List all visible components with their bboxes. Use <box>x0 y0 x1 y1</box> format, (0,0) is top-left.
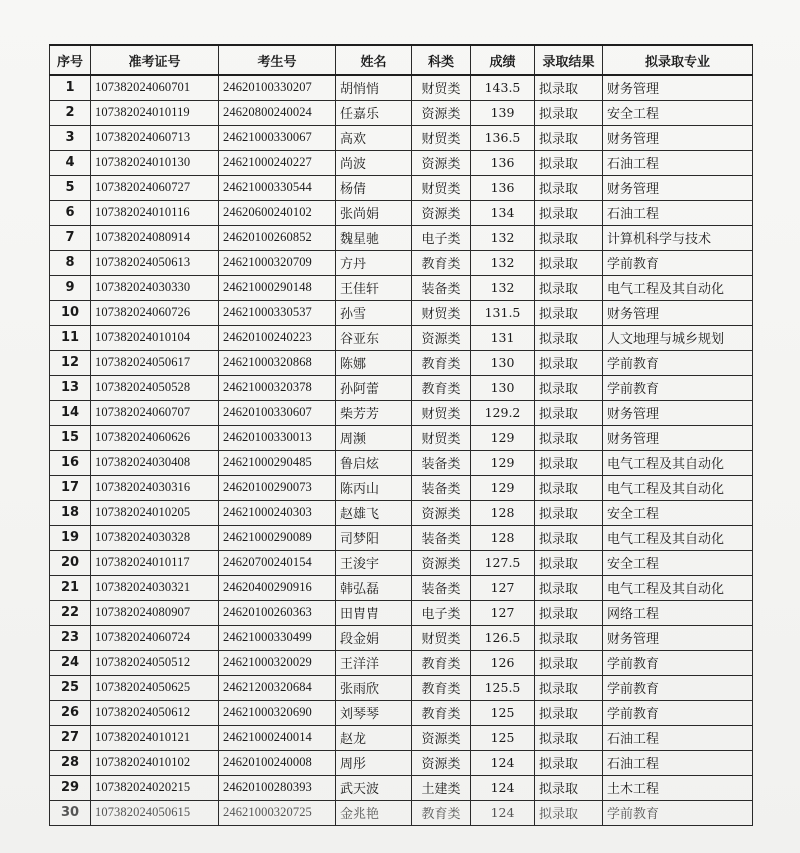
cell-candidate-number: 24620100280393 <box>219 775 336 800</box>
table-row <box>50 150 753 175</box>
cell-result: 拟录取 <box>535 700 603 725</box>
cell-name: 柴芳芳 <box>336 400 412 425</box>
header-seq: 序号 <box>50 45 91 75</box>
cell-major: 学前教育 <box>603 375 753 400</box>
cell-result: 拟录取 <box>535 800 603 825</box>
cell-name: 周彤 <box>336 750 412 775</box>
cell-score: 127 <box>471 600 535 625</box>
header-admission-number: 准考证号 <box>91 45 219 75</box>
cell-score: 130 <box>471 375 535 400</box>
table-row <box>50 325 753 350</box>
cell-major: 电气工程及其自动化 <box>603 450 753 475</box>
cell-score: 128 <box>471 525 535 550</box>
cell-name: 王浚宇 <box>336 550 412 575</box>
header-major: 拟录取专业 <box>603 45 753 75</box>
cell-admission-number: 107382024060713 <box>91 125 219 150</box>
table-row <box>50 475 753 500</box>
table-row <box>50 175 753 200</box>
cell-seq: 27 <box>50 725 91 750</box>
cell-candidate-number: 24620700240154 <box>219 550 336 575</box>
cell-admission-number: 107382024050512 <box>91 650 219 675</box>
cell-major: 电气工程及其自动化 <box>603 525 753 550</box>
cell-result: 拟录取 <box>535 575 603 600</box>
cell-result: 拟录取 <box>535 150 603 175</box>
table-row <box>50 225 753 250</box>
cell-candidate-number: 24620100240223 <box>219 325 336 350</box>
cell-candidate-number: 24621000330499 <box>219 625 336 650</box>
cell-admission-number: 107382024030330 <box>91 275 219 300</box>
cell-major: 财务管理 <box>603 175 753 200</box>
table-row <box>50 300 753 325</box>
header-candidate-number: 考生号 <box>219 45 336 75</box>
cell-subject: 装备类 <box>412 475 471 500</box>
cell-score: 128 <box>471 500 535 525</box>
cell-score: 130 <box>471 350 535 375</box>
cell-major: 石油工程 <box>603 200 753 225</box>
cell-result: 拟录取 <box>535 775 603 800</box>
cell-admission-number: 107382024010116 <box>91 200 219 225</box>
cell-score: 136 <box>471 175 535 200</box>
cell-admission-number: 107382024030321 <box>91 575 219 600</box>
cell-seq: 23 <box>50 625 91 650</box>
cell-score: 131 <box>471 325 535 350</box>
cell-candidate-number: 24621000320709 <box>219 250 336 275</box>
cell-seq: 5 <box>50 175 91 200</box>
cell-admission-number: 107382024060724 <box>91 625 219 650</box>
cell-major: 学前教育 <box>603 650 753 675</box>
cell-candidate-number: 24620100330607 <box>219 400 336 425</box>
cell-major: 土木工程 <box>603 775 753 800</box>
cell-admission-number: 107382024060701 <box>91 75 219 100</box>
cell-result: 拟录取 <box>535 375 603 400</box>
table-row <box>50 400 753 425</box>
cell-score: 126.5 <box>471 625 535 650</box>
cell-result: 拟录取 <box>535 250 603 275</box>
cell-admission-number: 107382024010130 <box>91 150 219 175</box>
cell-score: 124 <box>471 750 535 775</box>
cell-score: 132 <box>471 250 535 275</box>
table-row <box>50 675 753 700</box>
cell-seq: 20 <box>50 550 91 575</box>
cell-result: 拟录取 <box>535 650 603 675</box>
cell-major: 安全工程 <box>603 500 753 525</box>
cell-admission-number: 107382024060726 <box>91 300 219 325</box>
cell-seq: 28 <box>50 750 91 775</box>
cell-seq: 30 <box>50 800 91 825</box>
cell-major: 财务管理 <box>603 400 753 425</box>
table-row <box>50 375 753 400</box>
cell-name: 段金娟 <box>336 625 412 650</box>
table-row <box>50 75 753 100</box>
cell-admission-number: 107382024060727 <box>91 175 219 200</box>
cell-name: 胡悄悄 <box>336 75 412 100</box>
cell-subject: 资源类 <box>412 550 471 575</box>
cell-score: 127.5 <box>471 550 535 575</box>
cell-major: 石油工程 <box>603 150 753 175</box>
cell-major: 电气工程及其自动化 <box>603 575 753 600</box>
cell-admission-number: 107382024080914 <box>91 225 219 250</box>
cell-score: 125 <box>471 725 535 750</box>
cell-score: 129.2 <box>471 400 535 425</box>
cell-name: 王洋洋 <box>336 650 412 675</box>
cell-candidate-number: 24621000330544 <box>219 175 336 200</box>
cell-major: 安全工程 <box>603 550 753 575</box>
table-row <box>50 625 753 650</box>
cell-result: 拟录取 <box>535 425 603 450</box>
cell-name: 尚波 <box>336 150 412 175</box>
table-row <box>50 800 753 825</box>
cell-subject: 电子类 <box>412 225 471 250</box>
cell-score: 126 <box>471 650 535 675</box>
table-row <box>50 575 753 600</box>
cell-result: 拟录取 <box>535 600 603 625</box>
cell-subject: 财贸类 <box>412 425 471 450</box>
cell-admission-number: 107382024050617 <box>91 350 219 375</box>
cell-result: 拟录取 <box>535 625 603 650</box>
header-score: 成绩 <box>471 45 535 75</box>
cell-score: 124 <box>471 800 535 825</box>
cell-candidate-number: 24620800240024 <box>219 100 336 125</box>
table-row <box>50 775 753 800</box>
table-body <box>50 75 753 825</box>
cell-subject: 财贸类 <box>412 125 471 150</box>
cell-subject: 财贸类 <box>412 75 471 100</box>
table-row <box>50 725 753 750</box>
cell-score: 124 <box>471 775 535 800</box>
cell-result: 拟录取 <box>535 300 603 325</box>
cell-score: 131.5 <box>471 300 535 325</box>
cell-name: 陈丙山 <box>336 475 412 500</box>
cell-name: 张雨欣 <box>336 675 412 700</box>
cell-result: 拟录取 <box>535 500 603 525</box>
cell-major: 学前教育 <box>603 675 753 700</box>
cell-result: 拟录取 <box>535 200 603 225</box>
cell-name: 王佳轩 <box>336 275 412 300</box>
cell-result: 拟录取 <box>535 175 603 200</box>
cell-candidate-number: 24620100260363 <box>219 600 336 625</box>
cell-major: 网络工程 <box>603 600 753 625</box>
cell-major: 计算机科学与技术 <box>603 225 753 250</box>
cell-major: 财务管理 <box>603 425 753 450</box>
cell-major: 学前教育 <box>603 700 753 725</box>
cell-seq: 12 <box>50 350 91 375</box>
cell-admission-number: 107382024060707 <box>91 400 219 425</box>
table-header-row <box>50 45 753 75</box>
cell-name: 杨倩 <box>336 175 412 200</box>
table-row <box>50 350 753 375</box>
cell-result: 拟录取 <box>535 100 603 125</box>
cell-score: 125.5 <box>471 675 535 700</box>
cell-candidate-number: 24621000320725 <box>219 800 336 825</box>
cell-major: 石油工程 <box>603 725 753 750</box>
table-row <box>50 550 753 575</box>
cell-result: 拟录取 <box>535 475 603 500</box>
cell-candidate-number: 24620100260852 <box>219 225 336 250</box>
table-row <box>50 500 753 525</box>
cell-admission-number: 107382024010121 <box>91 725 219 750</box>
cell-name: 高欢 <box>336 125 412 150</box>
table-row <box>50 100 753 125</box>
cell-major: 电气工程及其自动化 <box>603 275 753 300</box>
cell-seq: 14 <box>50 400 91 425</box>
cell-major: 财务管理 <box>603 300 753 325</box>
cell-candidate-number: 24621000290089 <box>219 525 336 550</box>
cell-result: 拟录取 <box>535 400 603 425</box>
cell-seq: 2 <box>50 100 91 125</box>
cell-score: 127 <box>471 575 535 600</box>
cell-name: 刘琴琴 <box>336 700 412 725</box>
cell-candidate-number: 24621000330537 <box>219 300 336 325</box>
cell-admission-number: 107382024030316 <box>91 475 219 500</box>
cell-score: 129 <box>471 450 535 475</box>
cell-score: 143.5 <box>471 75 535 100</box>
header-result: 录取结果 <box>535 45 603 75</box>
cell-name: 金兆艳 <box>336 800 412 825</box>
cell-seq: 17 <box>50 475 91 500</box>
cell-score: 129 <box>471 425 535 450</box>
cell-seq: 1 <box>50 75 91 100</box>
cell-seq: 19 <box>50 525 91 550</box>
cell-seq: 13 <box>50 375 91 400</box>
cell-seq: 3 <box>50 125 91 150</box>
cell-subject: 财贸类 <box>412 300 471 325</box>
cell-subject: 教育类 <box>412 675 471 700</box>
cell-major: 石油工程 <box>603 750 753 775</box>
cell-seq: 11 <box>50 325 91 350</box>
table-row <box>50 275 753 300</box>
cell-name: 魏星驰 <box>336 225 412 250</box>
cell-subject: 土建类 <box>412 775 471 800</box>
cell-seq: 4 <box>50 150 91 175</box>
table-row <box>50 750 753 775</box>
cell-candidate-number: 24621000290148 <box>219 275 336 300</box>
table-row <box>50 525 753 550</box>
cell-candidate-number: 24621000320029 <box>219 650 336 675</box>
cell-admission-number: 107382024010104 <box>91 325 219 350</box>
cell-major: 学前教育 <box>603 350 753 375</box>
cell-admission-number: 107382024050615 <box>91 800 219 825</box>
cell-result: 拟录取 <box>535 125 603 150</box>
cell-candidate-number: 24620100290073 <box>219 475 336 500</box>
cell-major: 学前教育 <box>603 250 753 275</box>
cell-result: 拟录取 <box>535 525 603 550</box>
cell-seq: 22 <box>50 600 91 625</box>
cell-subject: 财贸类 <box>412 175 471 200</box>
cell-subject: 资源类 <box>412 725 471 750</box>
cell-admission-number: 107382024050528 <box>91 375 219 400</box>
cell-seq: 8 <box>50 250 91 275</box>
cell-subject: 教育类 <box>412 375 471 400</box>
cell-subject: 教育类 <box>412 650 471 675</box>
cell-result: 拟录取 <box>535 275 603 300</box>
cell-score: 125 <box>471 700 535 725</box>
cell-admission-number: 107382024050613 <box>91 250 219 275</box>
cell-result: 拟录取 <box>535 675 603 700</box>
cell-seq: 21 <box>50 575 91 600</box>
cell-admission-number: 107382024010117 <box>91 550 219 575</box>
cell-name: 张尚娟 <box>336 200 412 225</box>
cell-subject: 教育类 <box>412 250 471 275</box>
cell-subject: 装备类 <box>412 450 471 475</box>
cell-name: 鲁启炫 <box>336 450 412 475</box>
cell-score: 136.5 <box>471 125 535 150</box>
cell-major: 人文地理与城乡规划 <box>603 325 753 350</box>
cell-name: 陈娜 <box>336 350 412 375</box>
cell-subject: 教育类 <box>412 800 471 825</box>
cell-admission-number: 107382024010102 <box>91 750 219 775</box>
cell-name: 周濒 <box>336 425 412 450</box>
cell-subject: 教育类 <box>412 700 471 725</box>
table-row <box>50 200 753 225</box>
cell-name: 赵龙 <box>336 725 412 750</box>
cell-seq: 16 <box>50 450 91 475</box>
table-row <box>50 125 753 150</box>
cell-subject: 装备类 <box>412 525 471 550</box>
cell-candidate-number: 24620100330207 <box>219 75 336 100</box>
cell-subject: 资源类 <box>412 200 471 225</box>
cell-candidate-number: 24621200320684 <box>219 675 336 700</box>
cell-major: 财务管理 <box>603 75 753 100</box>
cell-candidate-number: 24621000240303 <box>219 500 336 525</box>
cell-score: 136 <box>471 150 535 175</box>
table-row <box>50 650 753 675</box>
cell-major: 财务管理 <box>603 625 753 650</box>
cell-seq: 9 <box>50 275 91 300</box>
cell-admission-number: 107382024020215 <box>91 775 219 800</box>
cell-subject: 资源类 <box>412 100 471 125</box>
cell-candidate-number: 24621000320868 <box>219 350 336 375</box>
cell-candidate-number: 24621000290485 <box>219 450 336 475</box>
table-row <box>50 600 753 625</box>
cell-seq: 18 <box>50 500 91 525</box>
cell-candidate-number: 24620600240102 <box>219 200 336 225</box>
cell-name: 田胄胄 <box>336 600 412 625</box>
cell-major: 学前教育 <box>603 800 753 825</box>
cell-seq: 15 <box>50 425 91 450</box>
cell-admission-number: 107382024030408 <box>91 450 219 475</box>
cell-score: 132 <box>471 275 535 300</box>
cell-score: 134 <box>471 200 535 225</box>
cell-candidate-number: 24620100330013 <box>219 425 336 450</box>
table-row <box>50 700 753 725</box>
cell-admission-number: 107382024010119 <box>91 100 219 125</box>
cell-name: 司梦阳 <box>336 525 412 550</box>
cell-seq: 25 <box>50 675 91 700</box>
cell-major: 电气工程及其自动化 <box>603 475 753 500</box>
cell-score: 132 <box>471 225 535 250</box>
table-row <box>50 250 753 275</box>
cell-admission-number: 107382024030328 <box>91 525 219 550</box>
cell-admission-number: 107382024080907 <box>91 600 219 625</box>
cell-score: 129 <box>471 475 535 500</box>
cell-name: 赵雄飞 <box>336 500 412 525</box>
cell-subject: 财贸类 <box>412 625 471 650</box>
header-subject: 科类 <box>412 45 471 75</box>
cell-subject: 资源类 <box>412 325 471 350</box>
cell-result: 拟录取 <box>535 750 603 775</box>
table-row <box>50 450 753 475</box>
cell-subject: 资源类 <box>412 500 471 525</box>
cell-major: 安全工程 <box>603 100 753 125</box>
cell-result: 拟录取 <box>535 225 603 250</box>
cell-subject: 财贸类 <box>412 400 471 425</box>
cell-name: 方丹 <box>336 250 412 275</box>
cell-name: 谷亚东 <box>336 325 412 350</box>
cell-name: 任嘉乐 <box>336 100 412 125</box>
cell-result: 拟录取 <box>535 325 603 350</box>
cell-result: 拟录取 <box>535 350 603 375</box>
cell-result: 拟录取 <box>535 75 603 100</box>
cell-result: 拟录取 <box>535 450 603 475</box>
cell-name: 韩弘磊 <box>336 575 412 600</box>
header-name: 姓名 <box>336 45 412 75</box>
cell-candidate-number: 24621000240014 <box>219 725 336 750</box>
cell-seq: 26 <box>50 700 91 725</box>
cell-seq: 6 <box>50 200 91 225</box>
table-row <box>50 425 753 450</box>
cell-admission-number: 107382024060626 <box>91 425 219 450</box>
cell-subject: 资源类 <box>412 750 471 775</box>
cell-score: 139 <box>471 100 535 125</box>
cell-major: 财务管理 <box>603 125 753 150</box>
cell-admission-number: 107382024050612 <box>91 700 219 725</box>
cell-candidate-number: 24621000240227 <box>219 150 336 175</box>
cell-candidate-number: 24620400290916 <box>219 575 336 600</box>
cell-subject: 教育类 <box>412 350 471 375</box>
cell-result: 拟录取 <box>535 550 603 575</box>
cell-subject: 电子类 <box>412 600 471 625</box>
cell-candidate-number: 24621000320690 <box>219 700 336 725</box>
cell-candidate-number: 24621000330067 <box>219 125 336 150</box>
cell-subject: 装备类 <box>412 575 471 600</box>
cell-name: 孙雪 <box>336 300 412 325</box>
cell-seq: 10 <box>50 300 91 325</box>
cell-seq: 24 <box>50 650 91 675</box>
cell-name: 武天波 <box>336 775 412 800</box>
cell-admission-number: 107382024050625 <box>91 675 219 700</box>
cell-result: 拟录取 <box>535 725 603 750</box>
cell-candidate-number: 24620100240008 <box>219 750 336 775</box>
cell-name: 孙阿蕾 <box>336 375 412 400</box>
cell-seq: 29 <box>50 775 91 800</box>
admission-table <box>49 44 753 826</box>
cell-subject: 资源类 <box>412 150 471 175</box>
cell-subject: 装备类 <box>412 275 471 300</box>
cell-admission-number: 107382024010205 <box>91 500 219 525</box>
cell-seq: 7 <box>50 225 91 250</box>
cell-candidate-number: 24621000320378 <box>219 375 336 400</box>
